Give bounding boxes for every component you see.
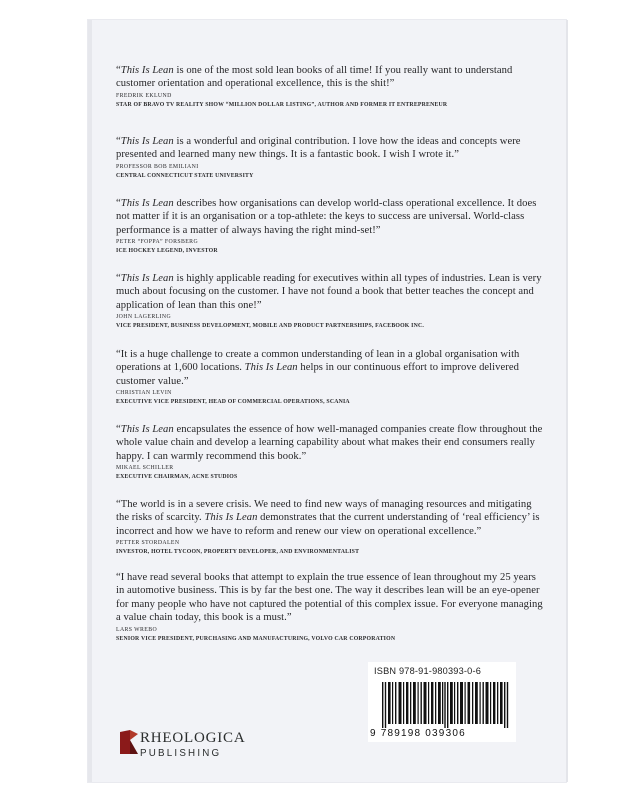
- endorser-name: FREDRIK EKLUND: [116, 92, 172, 99]
- book-spine-edge: [88, 20, 92, 782]
- endorser-name: PETTER STORDALEN: [116, 540, 180, 547]
- endorser-role: EXECUTIVE CHAIRMAN, ACNE STUDIOS: [116, 474, 238, 481]
- endorsement-6: “This Is Lean encapsulates the essence of how well-managed companies create flow throughout the whole value chain and develop a learning capability about what makes their end consumers really happy. I can warmly recommend this book.” MIKAEL SCHILLER EXECUTIVE CHAIRMAN, ACNE STUDIOS: [116, 423, 546, 481]
- endorser-name: MIKAEL SCHILLER: [116, 465, 174, 472]
- endorser-role: ICE HOCKEY LEGEND, INVESTOR: [116, 248, 218, 255]
- endorsement-8: “I have read several books that attempt to explain the true essence of lean throughout my 25 years in automotive business. This is by far the best one. The way it describes lean will be an eye-opener for many people who have not captured the potential of this complex issue. For everyone managing a value chain today, this book is a must.” LARS WREBO SENIOR VICE PRESIDENT, PURCHASING AND MANUFACTURING, VOLVO CAR CORPORATION: [116, 571, 546, 643]
- publisher-name: RHEOLOGICA: [140, 730, 246, 746]
- endorser-name: JOHN LAGERLING: [116, 314, 172, 321]
- publisher-logo: [118, 726, 246, 766]
- endorser-role: SENIOR VICE PRESIDENT, PURCHASING AND MANUFACTURING, VOLVO CAR CORPORATION: [116, 635, 396, 642]
- publisher-subtitle: PUBLISHING: [140, 748, 222, 759]
- barcode-digits: 9 789198 039306: [370, 728, 466, 739]
- barcode-block: [368, 662, 516, 742]
- endorsement-1: “This Is Lean is one of the most sold lean books of all time! If you really want to understand customer orientation and operational excellence, this is the shit!” FREDRIK EKLUND STAR OF BRAVO TV REALITY SHOW “MILLION DOLLAR LISTING”, AUTHOR AND FORMER IT ENTREPRENEUR: [116, 64, 546, 109]
- endorsement-7: “The world is in a severe crisis. We need to find new ways of managing resources and mitigating the risks of scarcity. This Is Lean demonstrates that the current understanding of ‘real efficiency’ is incorrect and how we have to reform and renew our view on operational excellence.” PETTER STORDALEN INVESTOR, HOTEL TYCOON, PROPERTY DEVELOPER, AND ENVIRONMENTALIST: [116, 498, 546, 556]
- endorsement-2: “This Is Lean is a wonderful and original contribution. I love how the ideas and concepts were presented and learned many new things. It is a fantastic book. I wish I wrote it.” PROFESSOR BOB EMILIANI CENTRAL CONNECTICUT STATE UNIVERSITY: [116, 135, 546, 180]
- endorser-role: INVESTOR, HOTEL TYCOON, PROPERTY DEVELOPER, AND ENVIRONMENTALIST: [116, 549, 360, 556]
- isbn-label: ISBN 978-91-980393-0-6: [374, 666, 482, 676]
- endorser-name: PROFESSOR BOB EMILIANI: [116, 163, 199, 170]
- endorsement-3: “This Is Lean describes how organisations can develop world-class operational excellence. It does not matter if it is an organisation or a top-athlete: the keys to success are universal. World-class performance is a matter of always having the right mind-set!” PETER “FOPPA” FORSBERG ICE HOCKEY LEGEND, INVESTOR: [116, 197, 546, 255]
- endorser-role: VICE PRESIDENT, BUSINESS DEVELOPMENT, MOBILE AND PRODUCT PARTNERSHIPS, FACEBOOK INC.: [116, 323, 425, 330]
- endorser-role: EXECUTIVE VICE PRESIDENT, HEAD OF COMMERCIAL OPERATIONS, SCANIA: [116, 399, 350, 406]
- endorser-role: STAR OF BRAVO TV REALITY SHOW “MILLION DOLLAR LISTING”, AUTHOR AND FORMER IT ENTREPRENEUR: [116, 101, 448, 108]
- barcode-icon: [382, 682, 510, 728]
- endorsement-5: “It is a huge challenge to create a common understanding of lean in a global organisation with operations at 1,600 locations. This Is Lean helps in our continuous effort to improve delivered customer value.” CHRISTIAN LEVIN EXECUTIVE VICE PRESIDENT, HEAD OF COMMERCIAL OPERATIONS, SCANIA: [116, 348, 546, 406]
- endorser-name: CHRISTIAN LEVIN: [116, 390, 172, 397]
- rheologica-mark-icon: [118, 728, 140, 756]
- endorser-name: PETER “FOPPA” FORSBERG: [116, 239, 199, 246]
- endorser-role: CENTRAL CONNECTICUT STATE UNIVERSITY: [116, 172, 254, 179]
- endorsement-4: “This Is Lean is highly applicable reading for executives within all types of industries. Lean is very much about focusing on the customer. I have not found a book that better teaches the concept and application of lean than this one!” JOHN LAGERLING VICE PRESIDENT, BUSINESS DEVELOPMENT, MOBILE AND PRODUCT PARTNERSHIPS, FACEBOOK INC.: [116, 272, 546, 330]
- endorser-name: LARS WREBO: [116, 626, 158, 633]
